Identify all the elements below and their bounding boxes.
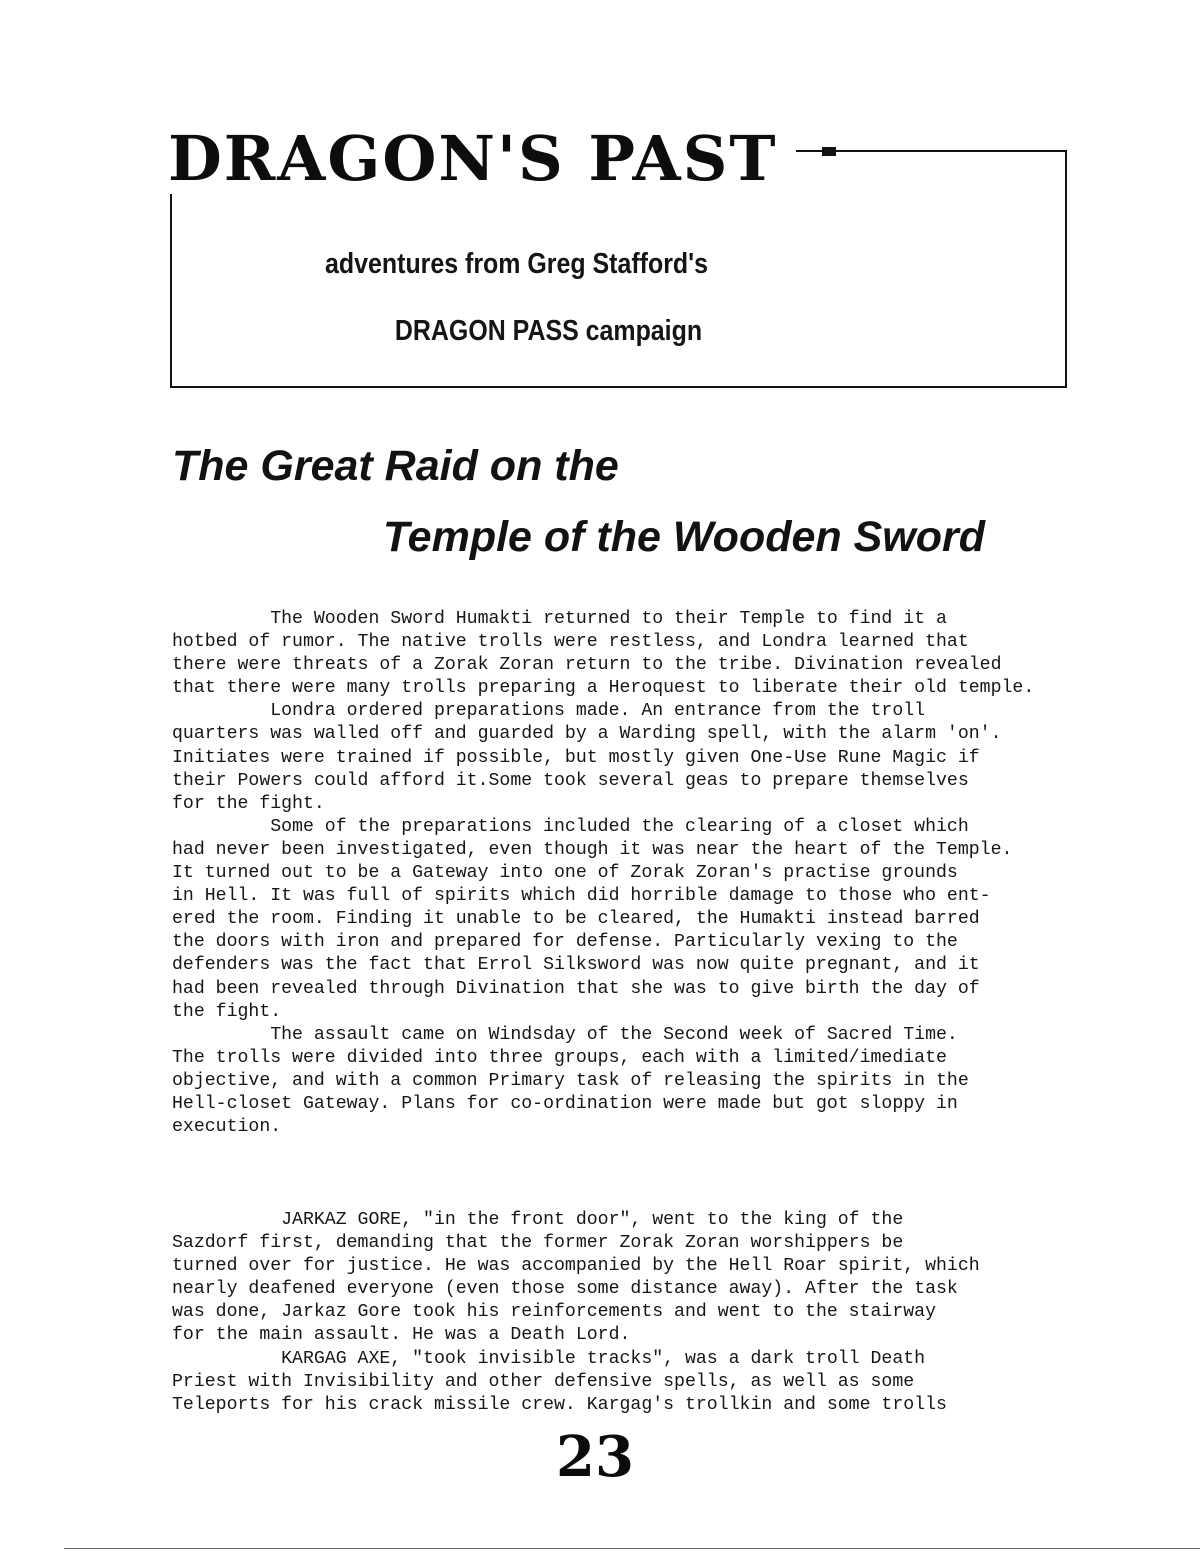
subtitle-line-1: adventures from Greg Stafford's (325, 248, 708, 280)
text-line: Hell-closet Gateway. Plans for co-ordination were made but got sloppy in (172, 1093, 958, 1114)
text-line: The assault came on Windsday of the Second week of Sacred Time. (172, 1024, 958, 1045)
text-line: that there were many trolls preparing a Heroquest to liberate their old temple. (172, 678, 1035, 699)
masthead-title: DRAGON'S PAST (168, 124, 796, 194)
text-line: It turned out to be a Gateway into one of Zorak Zoran's practise grounds (172, 863, 958, 884)
text-line: in Hell. It was full of spirits which did horrible damage to those who ent- (172, 886, 991, 907)
subtitle-line-2: DRAGON PASS campaign (394, 315, 703, 347)
text-line: Londra ordered preparations made. An entrance from the troll (172, 701, 926, 722)
text-line: quarters was walled off and guarded by a Warding spell, with the alarm 'on'. (172, 724, 1002, 745)
text-line: nearly deafened everyone (even those some distance away). After the task (172, 1279, 958, 1300)
page-number: 23 (556, 1424, 634, 1490)
article-title-line-1: The Great Raid on the (172, 442, 619, 490)
body-text-block-1 (172, 608, 1072, 1139)
text-line: hotbed of rumor. The native trolls were restless, and Londra learned that (172, 632, 969, 653)
text-line: had been revealed through Divination that she was to give birth the day of (172, 978, 980, 999)
text-line: Some of the preparations included the clearing of a closet which (172, 816, 969, 837)
text-line: The Wooden Sword Humakti returned to their Temple to find it a (172, 609, 947, 629)
text-line: KARGAG AXE, "took invisible tracks", was a dark troll Death (172, 1348, 926, 1369)
text-line: Initiates were trained if possible, but mostly given One-Use Rune Magic if (172, 747, 980, 768)
text-line: defenders was the fact that Errol Silksword was now quite pregnant, and it (172, 955, 980, 976)
text-line: execution. (172, 1117, 282, 1138)
text-line: for the main assault. He was a Death Lord. (172, 1325, 631, 1346)
body-text-block-2 (172, 1209, 1032, 1417)
article-title-line-2: Temple of the Wooden Sword (383, 513, 985, 561)
text-line: ered the room. Finding it unable to be cleared, the Humakti instead barred (172, 909, 980, 930)
text-line: for the fight. (172, 793, 325, 814)
text-line: objective, and with a common Primary task of releasing the spirits in the (172, 1070, 969, 1091)
text-line: Sazdorf first, demanding that the former Zorak Zoran worshippers be (172, 1233, 904, 1254)
text-line: JARKAZ GORE, "in the front door", went to the king of the (172, 1210, 904, 1230)
text-line: The trolls were divided into three groups, each with a limited/imediate (172, 1047, 947, 1068)
text-line: their Powers could afford it.Some took several geas to prepare themselves (172, 770, 969, 791)
text-line: the fight. (172, 1001, 282, 1022)
text-line: had never been investigated, even though it was near the heart of the Temple. (172, 839, 1013, 860)
text-line: Priest with Invisibility and other defensive spells, as well as some (172, 1371, 915, 1392)
text-line: turned over for justice. He was accompanied by the Hell Roar spirit, which (172, 1256, 980, 1277)
text-line: there were threats of a Zorak Zoran return to the tribe. Divination revealed (172, 655, 1002, 676)
footer-rule (64, 1548, 1200, 1549)
text-line: Teleports for his crack missile crew. Kargag's trollkin and some trolls (172, 1394, 947, 1415)
text-line: the doors with iron and prepared for defense. Particularly vexing to the (172, 932, 958, 953)
text-line: was done, Jarkaz Gore took his reinforcements and went to the stairway (172, 1302, 936, 1323)
masthead-bullet (822, 147, 836, 156)
